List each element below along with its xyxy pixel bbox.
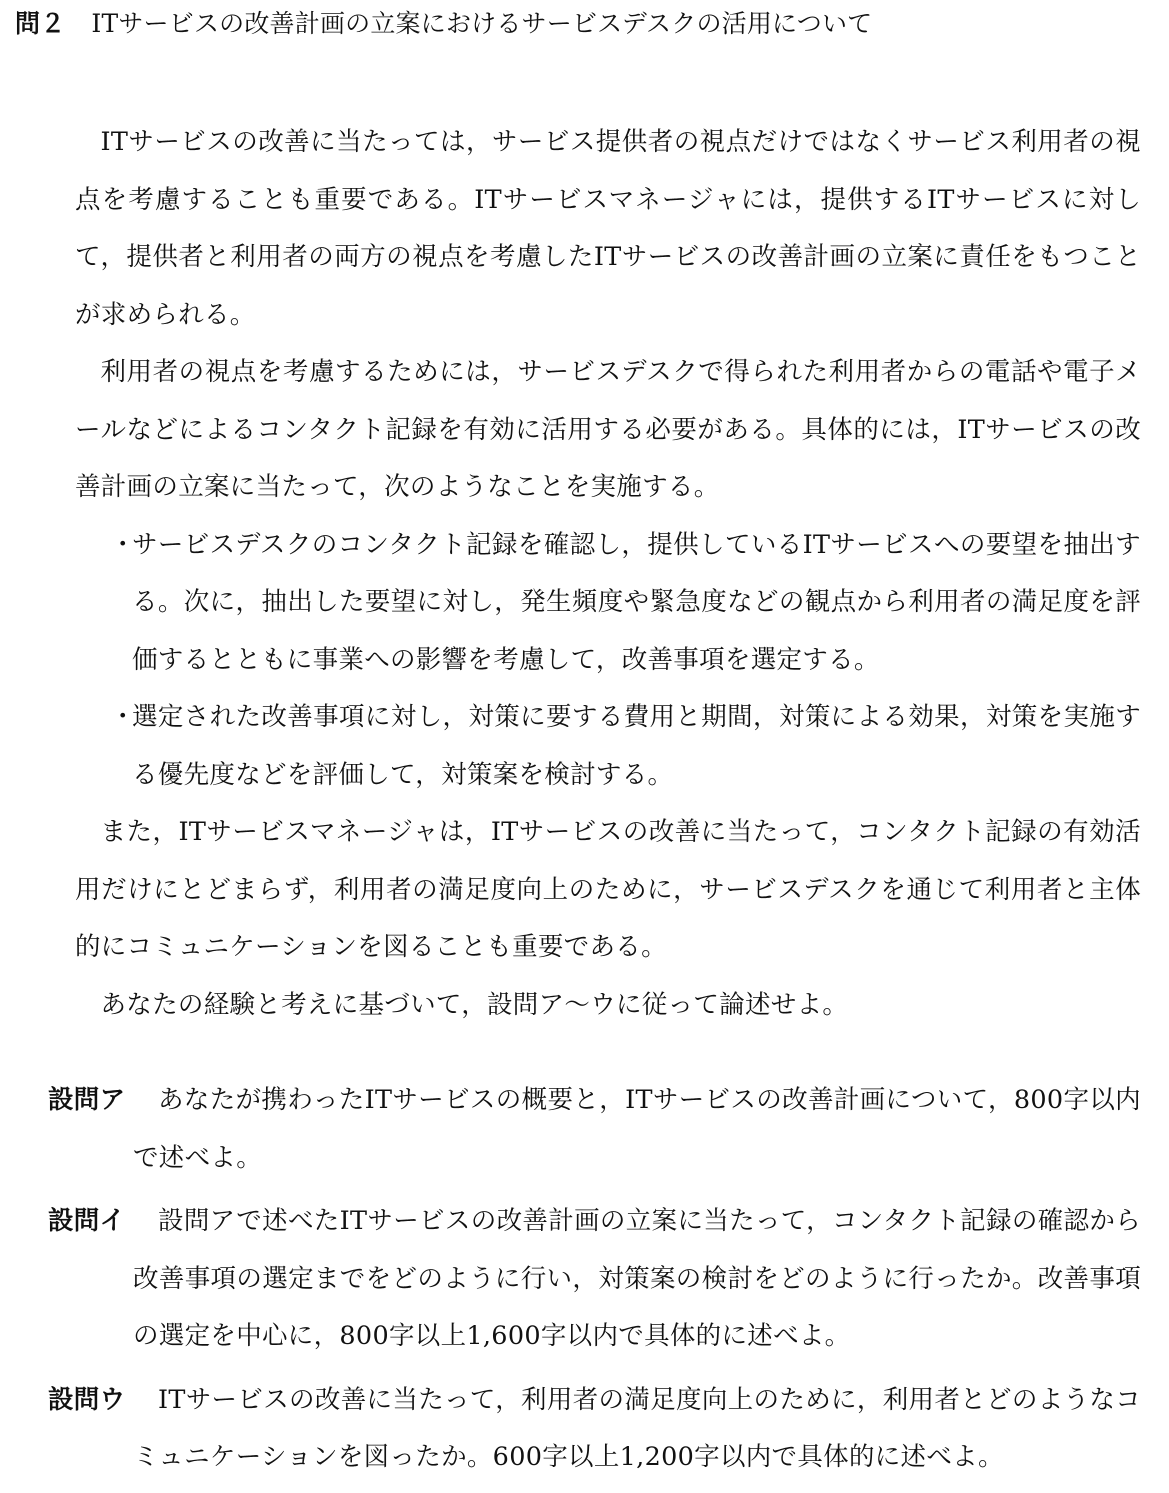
sub-question-i [48, 1193, 1141, 1366]
sub-question-label: 設問ウ [48, 1384, 126, 1415]
bullet-text: 選定された改善事項に対し，対策に要する費用と期間，対策による効果，対策を実施する優先度などを評価して，対策案を検討する。 [132, 702, 1141, 790]
bullet-item-2 [75, 689, 1141, 804]
paragraph-3: また，ITサービスマネージャは，ITサービスの改善に当たって，コンタクト記録の有効活用だけにとどまらず，利用者の満足度向上のために，サービスデスクを通じて利用者と主体的にコミュニケーションを図ることも重要である。 [75, 817, 1141, 962]
paragraph-4: あなたの経験と考えに基づいて，設問ア～ウに従って論述せよ。 [100, 989, 849, 1020]
question-number: 問２ [15, 9, 66, 38]
bullet-item-1 [75, 517, 1141, 690]
sub-questions [48, 1072, 1141, 1493]
bullet-mark: ・ [110, 702, 136, 732]
sub-question-u [48, 1372, 1141, 1487]
bullet-mark: ・ [110, 529, 136, 560]
question-title [15, 6, 872, 42]
paragraph-1: ITサービスの改善に当たっては，サービス提供者の視点だけではなくサービス利用者の視点を考慮することも重要である。ITサービスマネージャには，提供するITサービスに対して，提供者と利用者の両方の視点を考慮したITサービスの改善計画の立案に責任をもつことが求められる。 [75, 127, 1142, 330]
bullet-text: サービスデスクのコンタクト記録を確認し，提供しているITサービスへの要望を抽出する。次に，抽出した要望に対し，発生頻度や緊急度などの観点から利用者の満足度を評価するとともに事業への影響を考慮して，改善事項を選定する。 [132, 529, 1141, 675]
question-title-text: ITサービスの改善計画の立案におけるサービスデスクの活用について [91, 9, 873, 38]
sub-question-label: 設問ア [48, 1085, 126, 1115]
sub-question-a [48, 1072, 1141, 1187]
bullet-list [75, 517, 1141, 805]
paragraph-2: 利用者の視点を考慮するためには，サービスデスクで得られた利用者からの電話や電子メールなどによるコンタクト記録を有効に活用する必要がある。具体的には，ITサービスの改善計画の立案に当たって，次のようなことを実施する。 [75, 357, 1141, 502]
sub-question-text: あなたが携わったITサービスの概要と，ITサービスの改善計画について，800字以内で述べよ。 [133, 1085, 1141, 1173]
sub-question-text: ITサービスの改善に当たって，利用者の満足度向上のために，利用者とどのようなコミュニケーションを図ったか。600字以上1,200字以内で具体的に述べよ。 [133, 1384, 1141, 1472]
sub-question-label: 設問イ [48, 1206, 126, 1236]
sub-question-text: 設問アで述べたITサービスの改善計画の立案に当たって，コンタクト記録の確認から改善事項の選定までをどのように行い，対策案の検討をどのように行ったか。改善事項の選定を中心に，800字以上1,600字以内で具体的に述べよ。 [133, 1206, 1141, 1351]
problem-statement [75, 114, 1141, 1034]
